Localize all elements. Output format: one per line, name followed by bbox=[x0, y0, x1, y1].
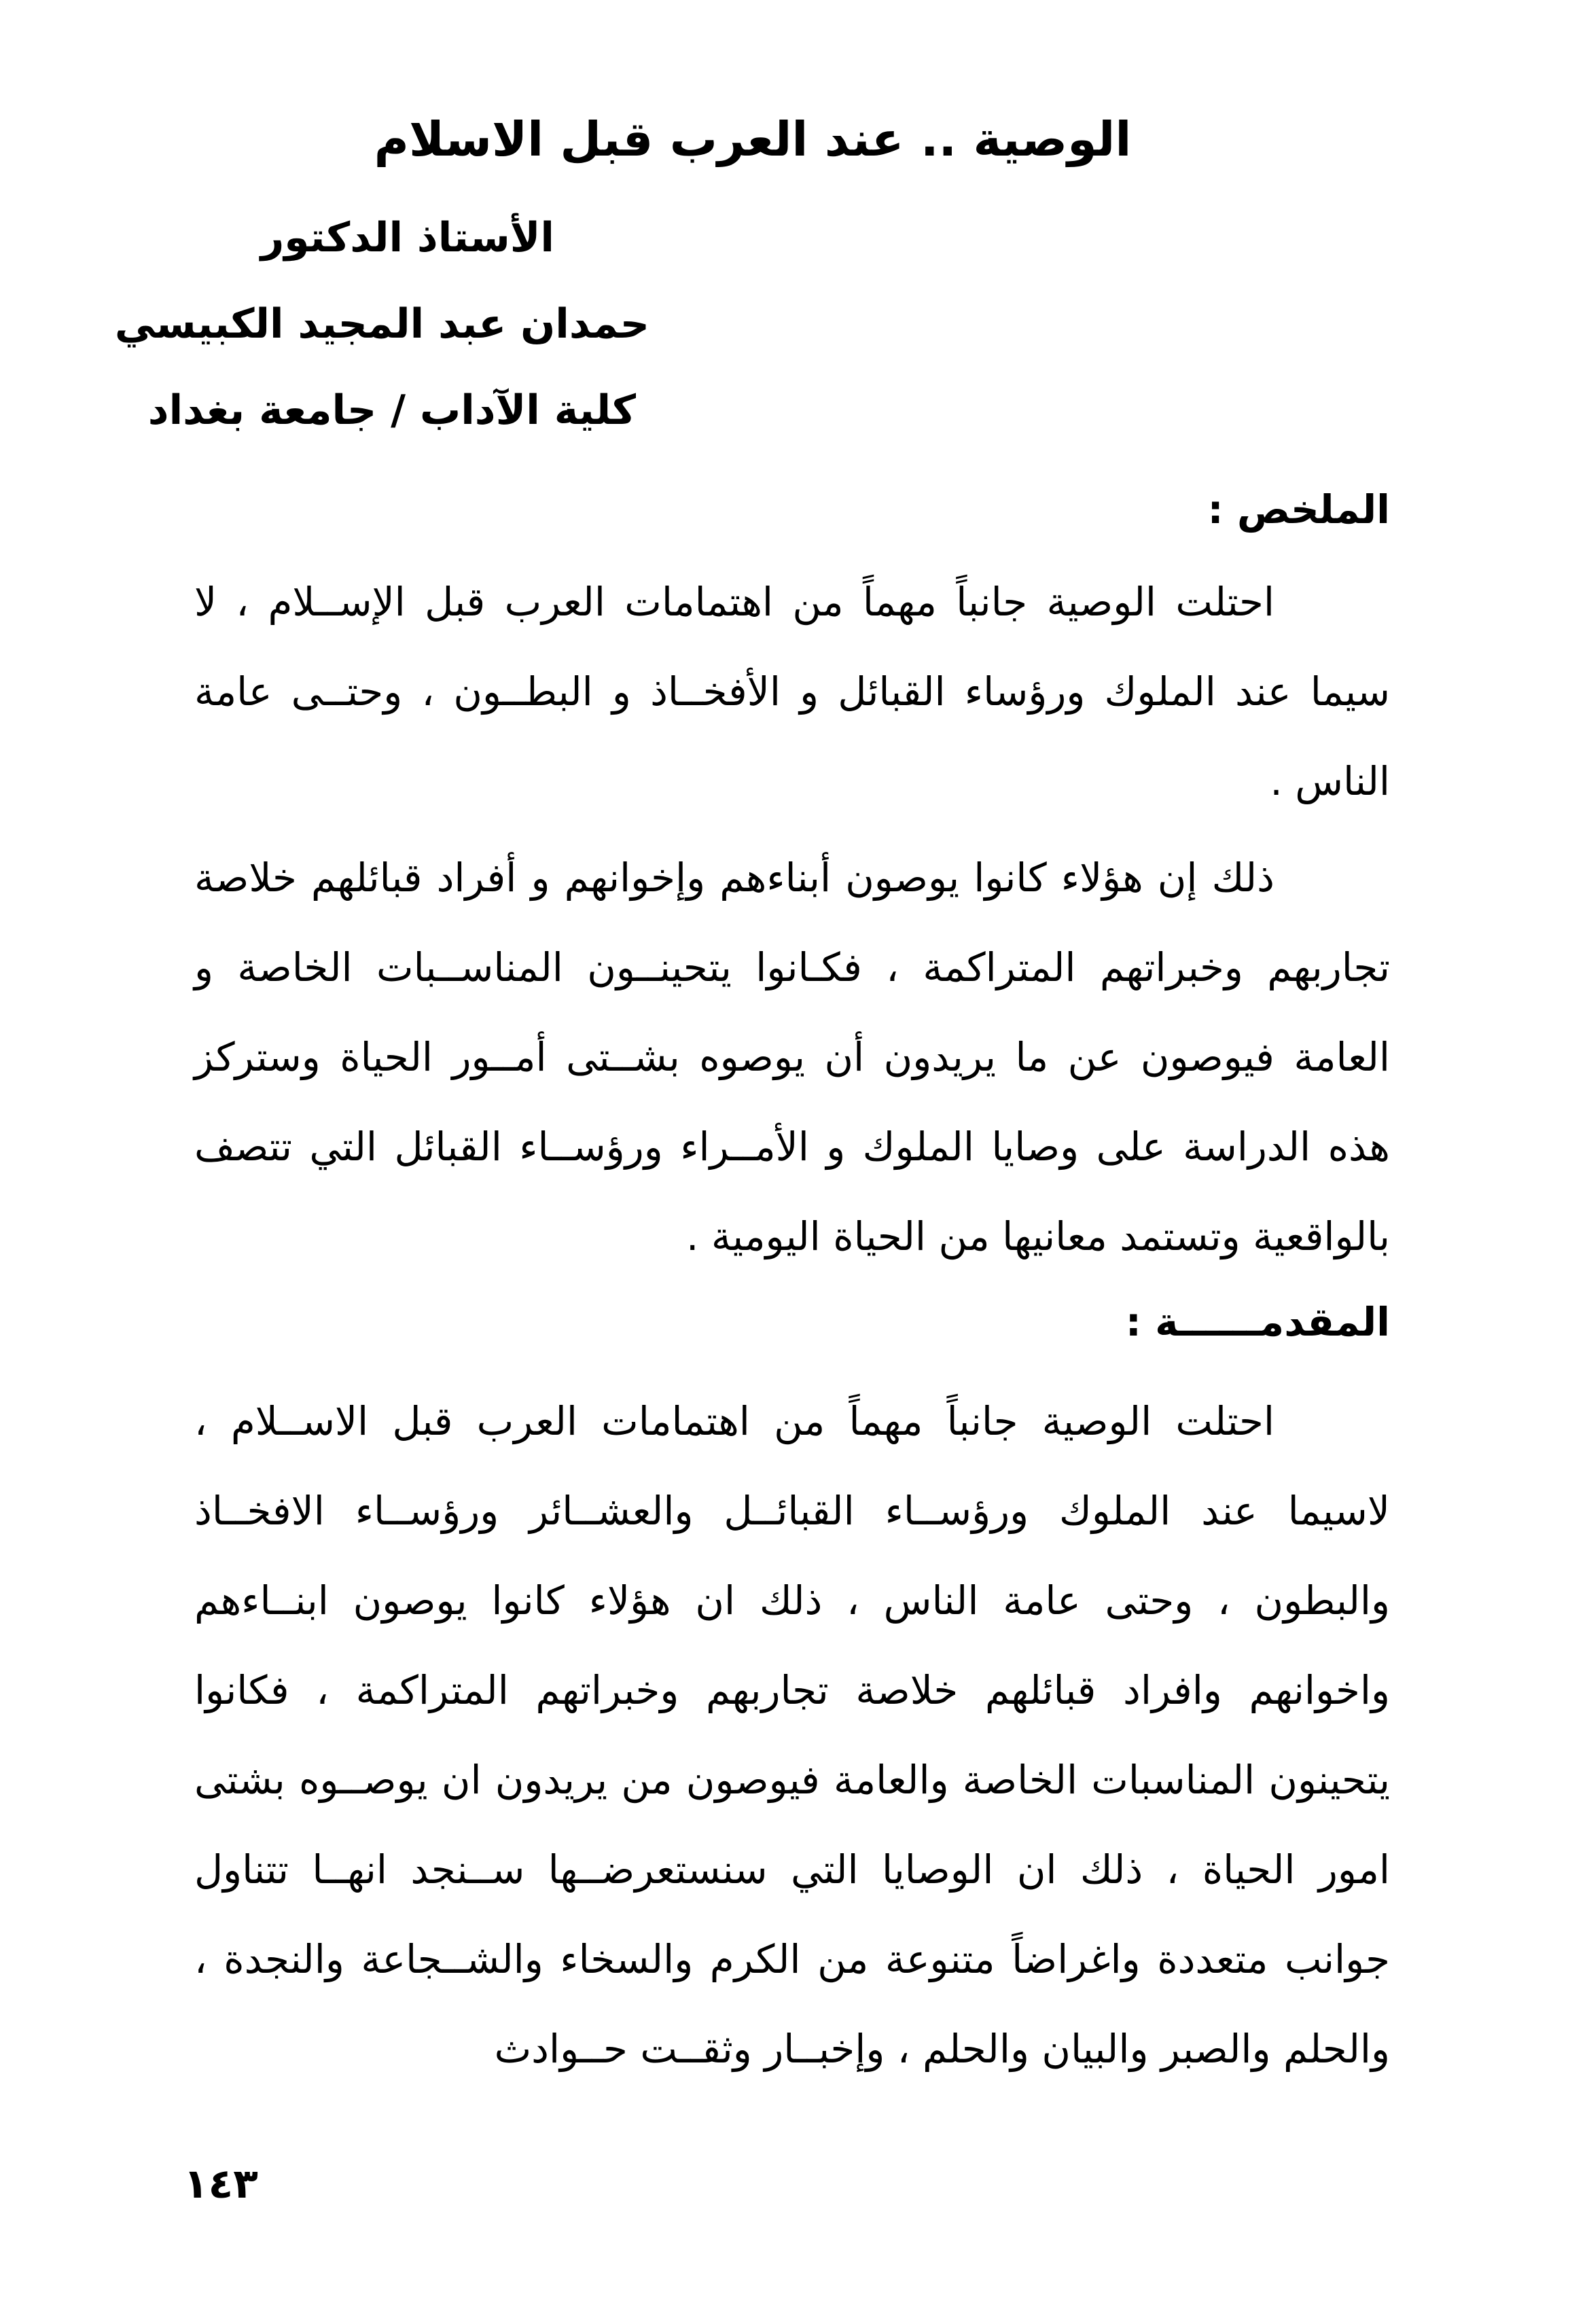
author-name: حمدان عبد المجيد الكبيسي bbox=[114, 300, 649, 348]
body-content bbox=[194, 476, 1390, 2094]
author-affiliation: كلية الآداب / جامعة بغداد bbox=[147, 387, 636, 434]
introduction-paragraph: احتلت الوصية جانباً مهماً من اهتمامات العرب قبل الاســلام ، لاسيما عند الملوك ورؤســاء القبائــل والعشــائر ورؤســاء الافخــاذ والبطون ، وحتى عامة الناس ، ذلك ان هؤلاء كانوا يوصون ابنــاءهم واخوانهم وافراد قبائلهم خلاصة تجاربهم وخبراتهم المتراكمة ، فكانوا يتحينون المناسبات الخاصة والعامة فيوصون من يريدون ان يوصــوه بشتى امور الحياة ، ذلك ان الوصايا التي سنستعرضــها ســنجد انهــا تتناول جوانب متعددة واغراضاً متنوعة من الكرم والسخاء والشــجاعة والنجدة ، والحلم والصبر والبيان والحلم ، وإخبــار وثقــت حــوادث bbox=[194, 1398, 1390, 2072]
abstract-paragraph: احتلت الوصية جانباً مهماً من اهتمامات العرب قبل الإســلام ، لا سيما عند الملوك ورؤساء القبائل و الأفخــاذ و البطــون ، وحتــى عامة الناس . bbox=[194, 579, 1390, 804]
page-number: ١٤٣ bbox=[183, 2160, 258, 2208]
author-block bbox=[106, 204, 649, 463]
introduction-heading: المقدمــــــة : bbox=[1125, 1299, 1390, 1345]
page-title: الوصية .. عند العرب قبل الاسلام bbox=[374, 111, 1132, 167]
abstract-paragraph: ذلك إن هؤلاء كانوا يوصون أبناءهم وإخوانهم و أفراد قبائلهم خلاصة تجاربهم وخبراتهم المتراكمة ، فكـانوا يتحينــون المناســبات الخاصة و العامة فيوصون عن ما يريدون أن يوصوه بشــتى أمــور الحياة وستركز هذه الدراسة على وصايا الملوك و الأمــراء ورؤســاء القبائل التي تتصف بالواقعية وتستمد معانيها من الحياة اليومية . bbox=[194, 855, 1390, 1259]
author-rank: الأستاذ الدكتور bbox=[260, 214, 554, 262]
abstract-heading: الملخص : bbox=[1207, 486, 1390, 533]
